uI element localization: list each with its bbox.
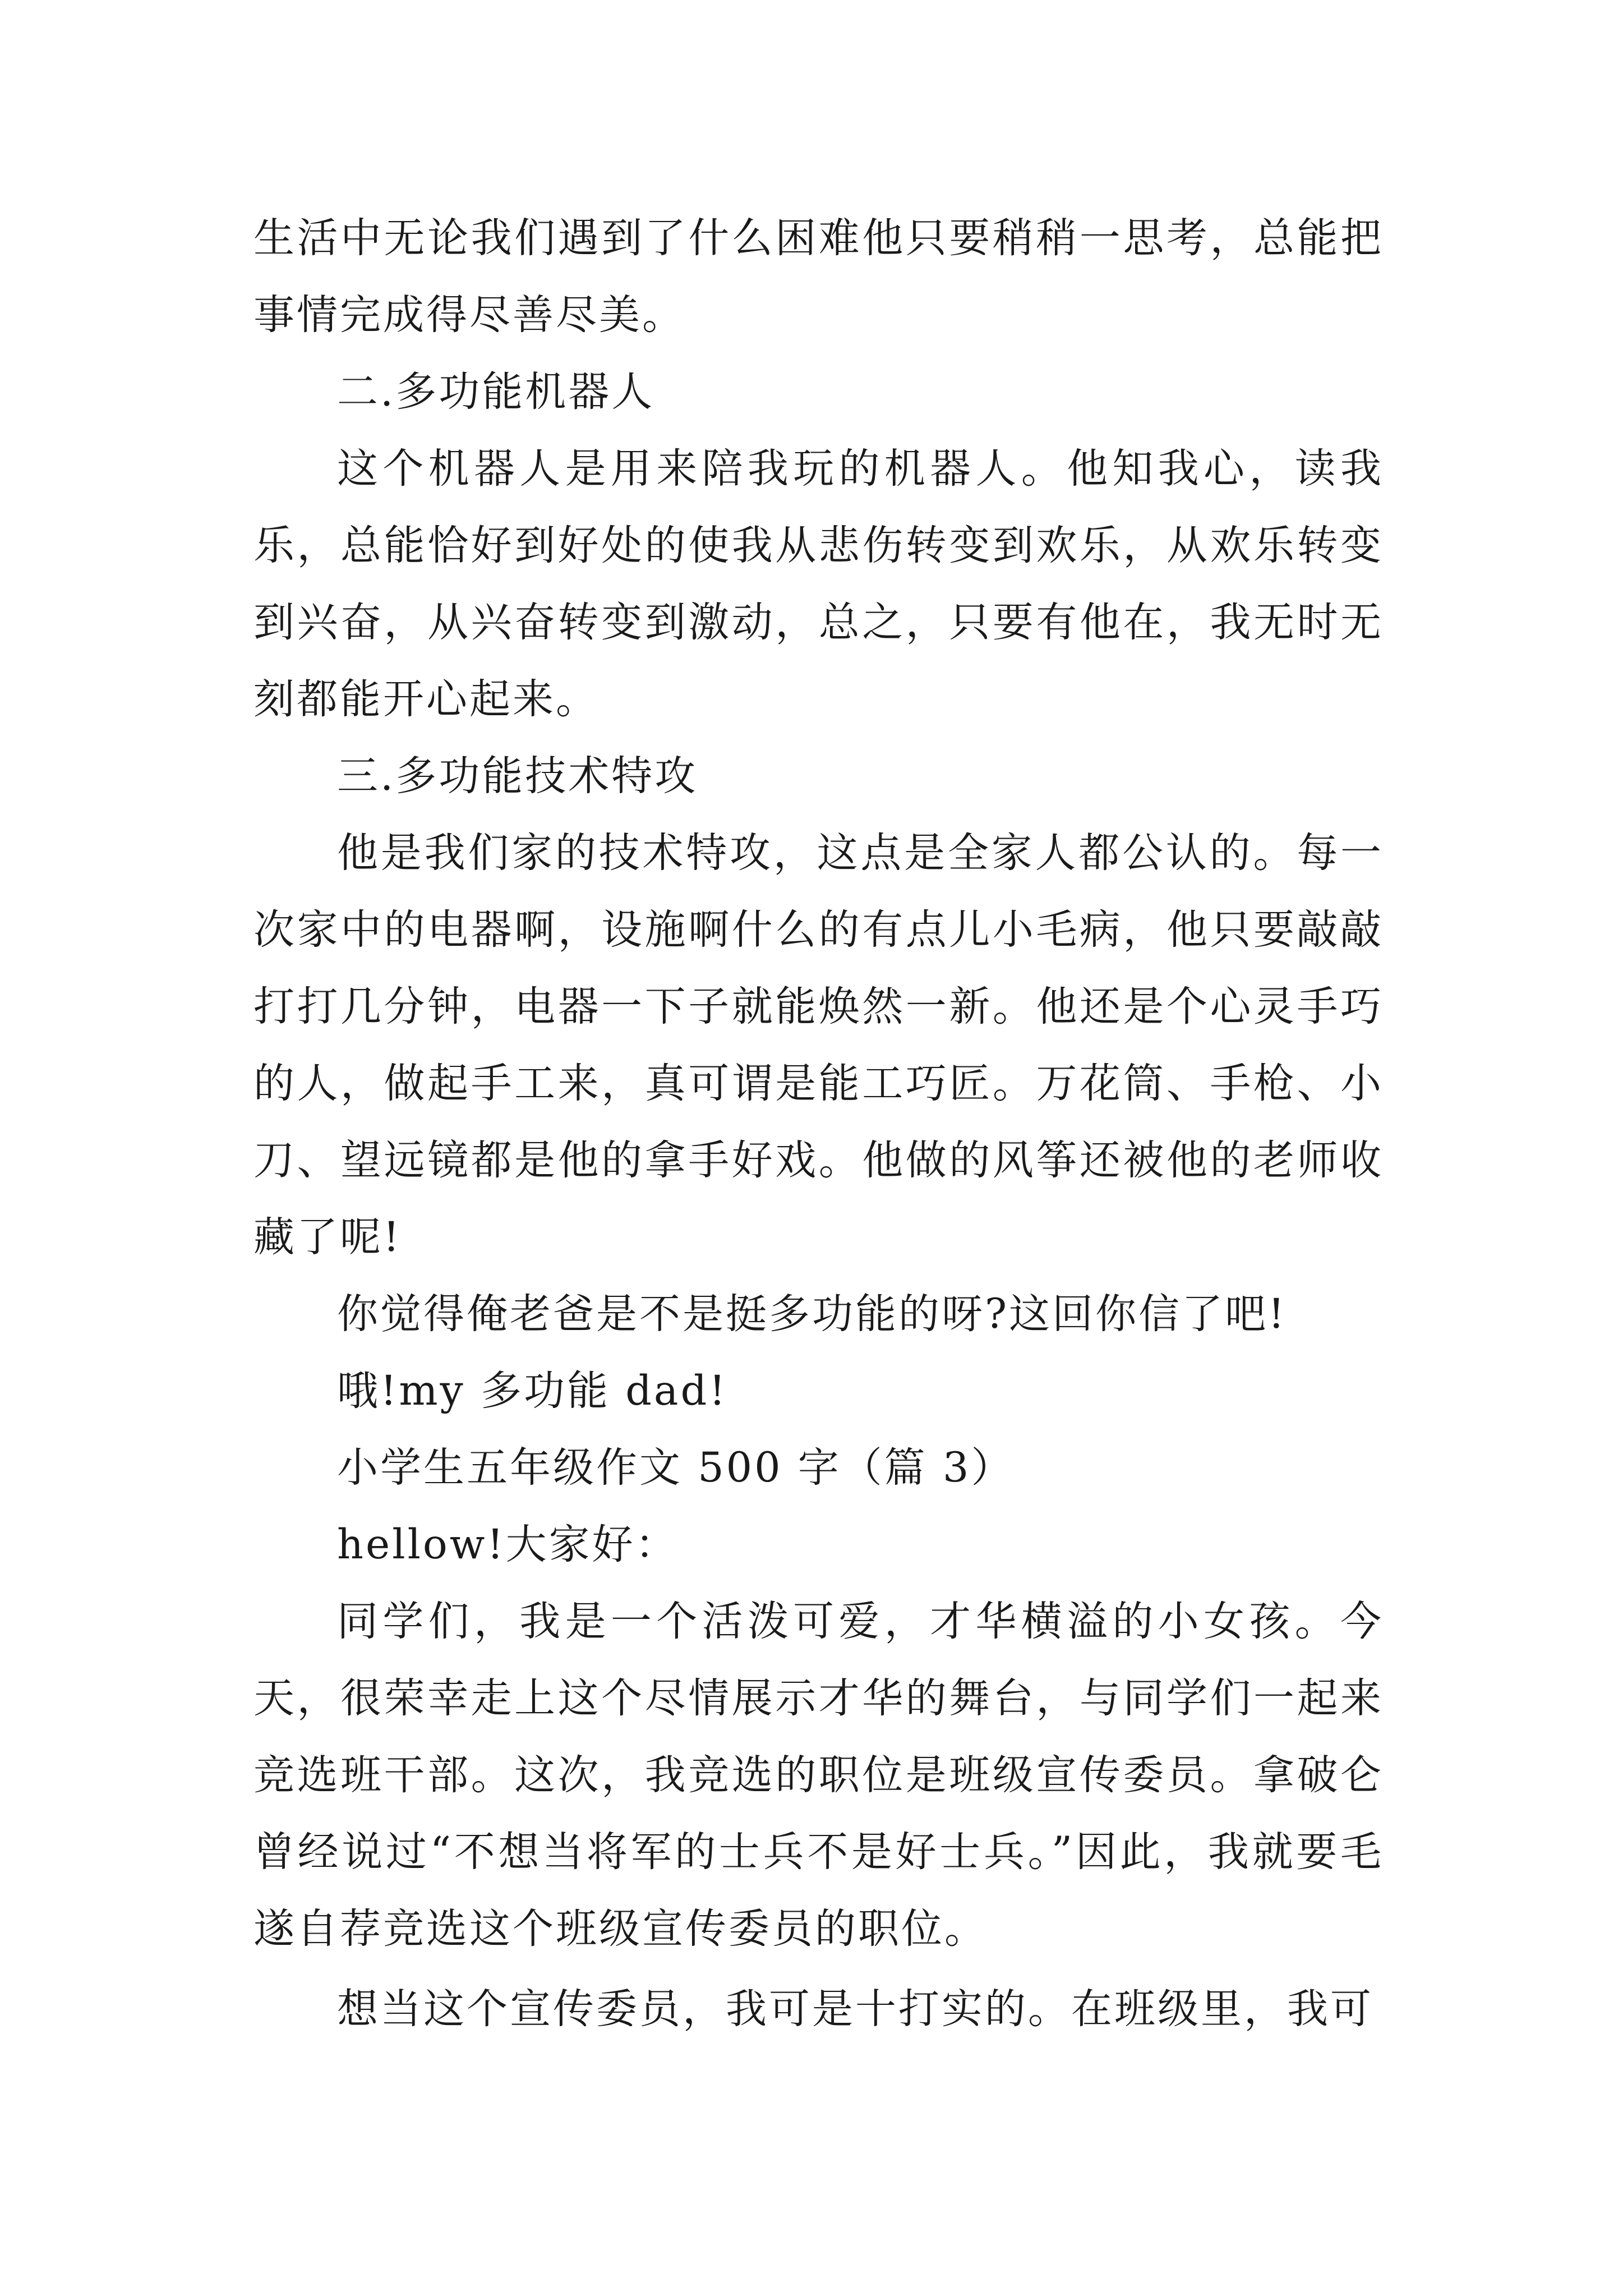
document-body (253, 200, 1384, 2047)
paragraph-dad: 哦!my 多功能 dad! (337, 1367, 728, 1415)
paragraph-tech: 他是我们家的技术特攻，这点是全家人都公认的。每一次家中的电器啊，设施啊什么的有点儿小毛病，他只要敲敲打打几分钟，电器一下子就能焕然一新。他还是个心灵手巧的人，做起手工来，真可谓是能工巧匠。万花筒、手枪、小刀、望远镜都是他的拿手好戏。他做的风筝还被他的老师收藏了呢! (253, 829, 1384, 1261)
essay-title: 小学生五年级作文 500 字（篇 3） (337, 1444, 1015, 1492)
paragraph-question: 你觉得俺老爸是不是挺多功能的呀?这回你信了吧! (337, 1290, 1287, 1338)
paragraph-1: 生活中无论我们遇到了什么困难他只要稍稍一思考，总能把事情完成得尽善尽美。 (253, 214, 1384, 339)
heading-multifunction-robot: 二.多功能机器人 (337, 368, 655, 416)
paragraph-last: 想当这个宣传委员，我可是十打实的。在班级里，我可 (337, 1985, 1373, 2033)
paragraph-campaign: 同学们，我是一个活泼可爱，才华横溢的小女孩。今天，很荣幸走上这个尽情展示才华的舞台，与同学们一起来竞选班干部。这次，我竞选的职位是班级宣传委员。拿破仑曾经说过“不想当将军的士兵不是好士兵。”因此，我就要毛遂自荐竞选这个班级宣传委员的职位。 (253, 1598, 1384, 1953)
heading-tech-specialist: 三.多功能技术特攻 (337, 752, 698, 800)
paragraph-robot: 这个机器人是用来陪我玩的机器人。他知我心，读我乐，总能恰好到好处的使我从悲伤转变到欢乐，从欢乐转变到兴奋，从兴奋转变到激动，总之，只要有他在，我无时无刻都能开心起来。 (253, 445, 1384, 723)
greeting: hellow!大家好： (337, 1521, 679, 1568)
